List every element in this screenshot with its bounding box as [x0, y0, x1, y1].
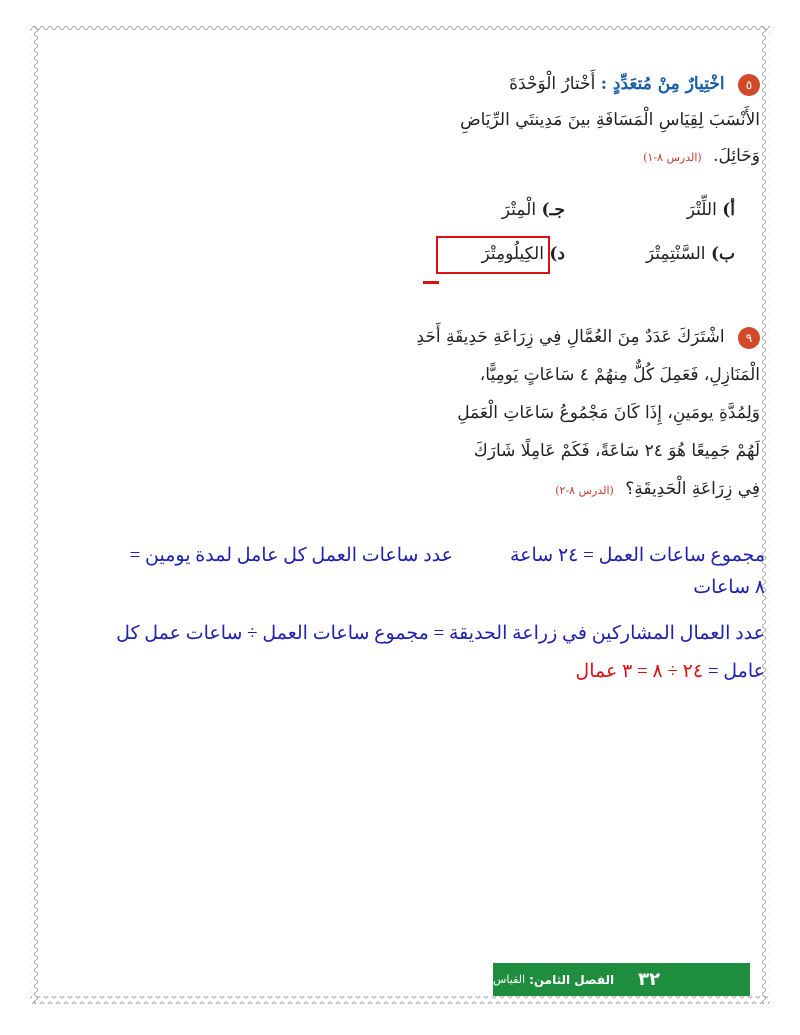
question-5-line-2: الأَنْسَبَ لِقِيَاسِ الْمَسَافَةِ بينَ مَدِينتَي الرِّيَاضِ: [460, 110, 760, 130]
solution-step-2: [40, 618, 765, 694]
page-number: ٣٢: [638, 969, 661, 990]
chapter-title: القياس: [493, 973, 526, 986]
solution-result: ٢٤ ÷ ٨ = ٣ عمال: [575, 661, 704, 682]
option-text: السَّنْتِمِتْرَ: [645, 244, 706, 264]
question-9-line-5: [410, 470, 760, 510]
question-9-text-end: فِي زِرَاعَةِ الْحَدِيقَةِ؟: [625, 479, 760, 499]
selected-answer-box: [436, 236, 550, 274]
question-5-line-3: [330, 138, 760, 176]
solution-line-3: عدد العمال المشاركين في زراعة الحديقة = مجموع ساعات العمل ÷ ساعات عمل كل: [116, 623, 765, 644]
answer-mark: [423, 281, 439, 284]
option-c[interactable]: [502, 200, 565, 220]
question-9: [410, 318, 760, 510]
question-9-line-2: الْمَنَازِلِ، فَعَمِلَ كُلٌّ مِنهُمْ ٤ سَاعَاتٍ يَومِيًّا،: [479, 365, 760, 385]
solution-step-1: [40, 540, 765, 604]
option-letter: ب): [710, 244, 735, 264]
option-letter: د): [549, 244, 565, 264]
question-5-text: أَخْتارُ الْوَحْدَةَ: [509, 74, 596, 94]
lesson-reference: (الدرس ٨-٢): [555, 484, 614, 497]
solution-line-2: ٨ ساعات: [693, 577, 765, 598]
option-a[interactable]: [687, 200, 735, 220]
option-text: اللِّتْرَ: [686, 200, 717, 220]
question-5-line-1: [330, 66, 760, 102]
chapter-label: الفصل الثامن:: [529, 972, 615, 987]
solution-line-4: [40, 650, 765, 694]
lesson-reference: (الدرس ٨-١): [643, 151, 702, 164]
question-5-text-end: وَحَائِلَ.: [713, 146, 760, 166]
option-letter: أ): [722, 200, 735, 220]
question-5: [330, 66, 760, 176]
question-9-line-3: وَلِمُدَّةِ يومَينِ، إِذَا كَانَ مَجْمُوعُ سَاعَاتِ الْعَمَلِ: [457, 403, 760, 423]
option-letter: جـ): [541, 200, 565, 220]
option-text: الْمِتْرَ: [501, 200, 537, 220]
solution-equation-prefix: عامل =: [707, 661, 765, 682]
option-b[interactable]: [646, 244, 735, 264]
question-9-line-4: لَهُمْ جَمِيعًا هُوَ ٢٤ سَاعَةً، فَكَمْ عَامِلًا شَارَكَ: [473, 441, 760, 461]
question-9-line-1: [410, 318, 760, 356]
question-9-text: اشْتَرَكَ عَدَدٌ مِنَ العُمَّالِ فِي زِرَاعَةِ حَدِيقَةِ أَحَدِ: [416, 327, 725, 347]
solution-line-1: مجموع ساعات العمل = ٢٤ ساعة عدد ساعات العمل كل عامل لمدة يومين =: [129, 545, 765, 566]
question-number-badge: ٥: [738, 74, 760, 96]
page-footer: [493, 963, 750, 996]
option-text: الكِيلُومِتْرَ: [481, 244, 544, 264]
question-number-badge: ٩: [738, 327, 760, 349]
question-5-title: اخْتِيارٌ مِنْ مُتعَدِّدٍ :: [600, 74, 725, 94]
